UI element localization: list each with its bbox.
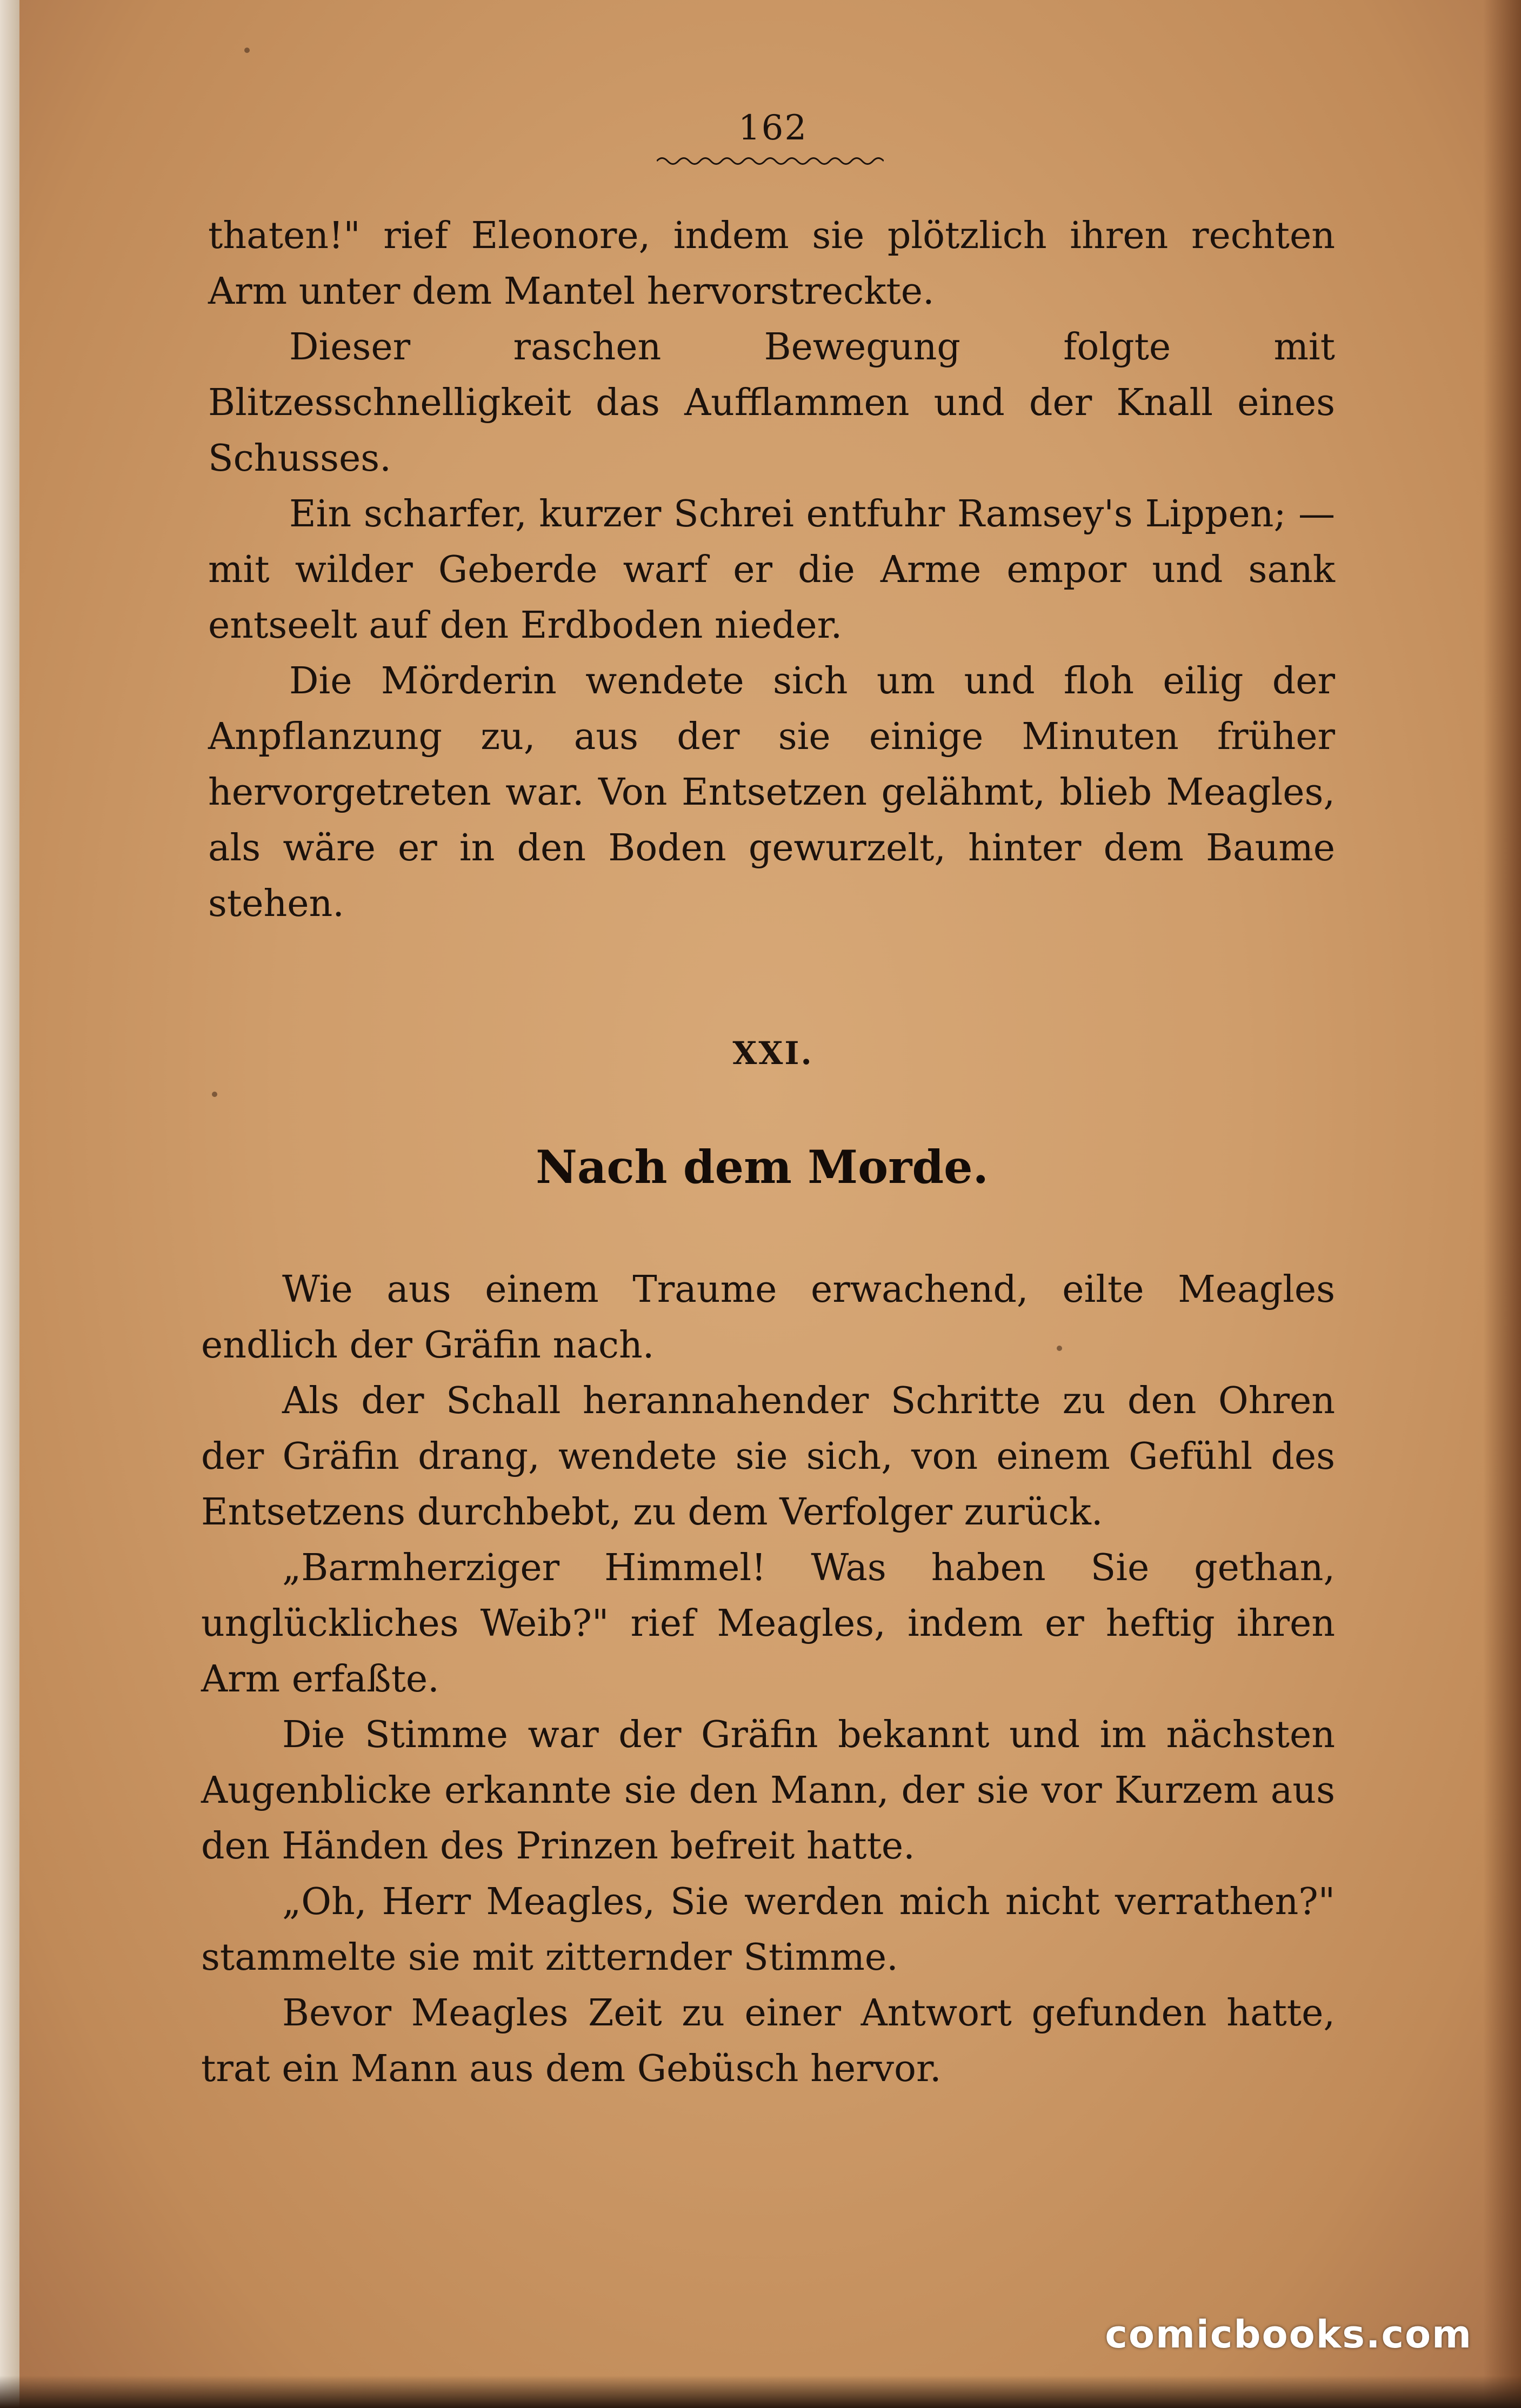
paragraph: Als der Schall herannahender Schritte zu den Ohren der Gräfin drang, wendete sie sich, von einem Gefühl des Entsetzens durchbebt, zu dem Verfolger zurück.: [201, 1380, 1335, 1534]
paragraph: Dieser raschen Bewegung folgte mit Blitzesschnelligkeit das Aufflammen und der Knall eines Schusses.: [208, 326, 1335, 480]
page-number-ornament: [657, 154, 884, 168]
paragraph: Die Mörderin wendete sich um und floh eilig der Anpflanzung zu, aus der sie einige Minuten früher hervorgetreten war. Von Entsetzen gelähmt, blieb Meagles, als wäre er in den Boden gewurzelt, hinter dem Baume stehen.: [208, 660, 1335, 925]
top-text-block: [208, 208, 1335, 932]
page-left-edge: [0, 0, 19, 2408]
page-number: 162: [738, 108, 808, 148]
paragraph: „Barmherziger Himmel! Was haben Sie gethan, unglückliches Weib?" rief Meagles, indem er heftig ihren Arm erfaßte.: [201, 1547, 1335, 1701]
paragraph: Die Stimme war der Gräfin bekannt und im nächsten Augenblicke erkannte sie den Mann, der sie vor Kurzem aus den Händen des Prinzen befreit hatte.: [201, 1714, 1335, 1868]
paper-speck: [212, 1092, 217, 1097]
paragraph: Wie aus einem Traume erwachend, eilte Meagles endlich der Gräfin nach.: [201, 1268, 1335, 1367]
chapter-title: Nach dem Morde.: [536, 1140, 989, 1194]
chapter-number: XXI.: [732, 1035, 813, 1072]
page-bottom-edge: [0, 2376, 1521, 2408]
paragraph: Ein scharfer, kurzer Schrei entfuhr Ramsey's Lippen; — mit wilder Geberde warf er die Arme empor und sank entseelt auf den Erdboden nieder.: [208, 493, 1335, 647]
watermark-logo: comicbooks.com: [1105, 2312, 1472, 2357]
paragraph: Bevor Meagles Zeit zu einer Antwort gefunden hatte, trat ein Mann aus dem Gebüsch hervor.: [201, 1992, 1335, 2090]
chapter-text-block: [201, 1262, 1335, 2097]
paragraph: „Oh, Herr Meagles, Sie werden mich nicht verrathen?" stammelte sie mit zitternder Stimme.: [201, 1881, 1335, 1979]
paper-speck: [244, 48, 250, 53]
page-right-edge: [1483, 0, 1521, 2408]
paragraph: thaten!" rief Eleonore, indem sie plötzlich ihren rechten Arm unter dem Mantel hervorstreckte.: [208, 215, 1335, 313]
